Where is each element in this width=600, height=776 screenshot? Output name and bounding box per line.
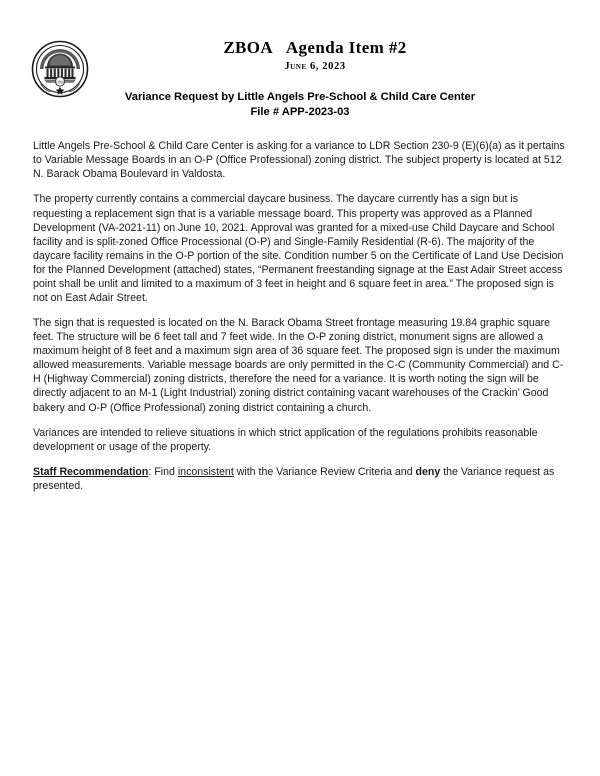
document-header	[0, 0, 600, 120]
staff-recommendation-middle: with the Variance Review Criteria and	[233, 465, 416, 478]
city-seal-icon	[31, 40, 89, 98]
staff-recommendation-action: deny	[415, 465, 441, 478]
subtitle-file-number: File # APP-2023-03	[250, 106, 350, 119]
page-title-text: Agenda Item #2	[285, 38, 407, 57]
paragraph-sign-details: The sign that is requested is located on the N. Barack Obama Street frontage measuring 19.84 graphic square feet. The structure will be 6 feet tall and 7 feet wide. In the O-P zoning district, monument signs are allowed a maximum height of 8 feet and a maximum sign area of 36 square feet. The proposed sign is under the maximum allowed measurements. Variable message boards are only permitted in the C-C (Community Commercial) and C-H (Highway Commercial) zoning districts, therefore the need for a variance. It is worth noting the sign will be directly adjacent to an M-1 (Light Industrial) zoning district containing vacant warehouses of the Crackin’ Good bakery and O-P (Office Professional) zoning district containing a church.	[33, 317, 564, 414]
paragraph-property-background: The property currently contains a commercial daycare business. The daycare currently has a sign but is requesting a replacement sign that is a variable message board. This property was approved as a Planned Development (VA-2021-11) on June 10, 2021. Approval was granted for a mixed-use Child Daycare and School facility and is split-zoned Office Processional (O-P) and Single-Family Residential (R-6). The majority of the daycare facility remains in the O-P portion of the site. Condition number 5 on the Certificate of Land Use Decision for the Planned Development (attached) states, “Permanent freestanding signage at the East Adair Street access point shall be unlit and limited to a maximum of 3 feet in height and 6 square feet in area.” The proposed sign is not on East Adair Street.	[33, 193, 564, 304]
page-title	[40, 38, 590, 58]
title-block	[0, 38, 600, 74]
staff-recommendation-finding: inconsistent	[177, 465, 234, 478]
staff-recommendation-lead: : Find	[148, 465, 178, 478]
subtitle-block	[0, 90, 600, 120]
subtitle-request-line: Variance Request by Little Angels Pre-School & Child Care Center	[124, 90, 476, 103]
page-title-prefix: ZBOA	[223, 38, 274, 57]
paragraph-staff-recommendation	[33, 465, 568, 493]
staff-recommendation-label: Staff Recommendation	[33, 465, 149, 478]
paragraph-request-summary: Little Angels Pre-School & Child Care Center is asking for a variance to LDR Section 230-9 (E)(6)(a) as it pertains to Variable Message Boards in an O-P (Office Professional) zoning district. The subject property is located at 512 N. Barack Obama Boulevard in Valdosta.	[33, 140, 565, 181]
staff-recommendation-tail: the Variance request as presented.	[33, 465, 555, 492]
paragraph-variance-purpose: Variances are intended to relieve situations in which strict application of the regulations prohibits reasonable development or usage of the property.	[33, 426, 538, 453]
document-body	[0, 139, 600, 493]
document-date: June 6, 2023	[284, 61, 346, 73]
svg-text:1860: 1860	[55, 79, 65, 85]
